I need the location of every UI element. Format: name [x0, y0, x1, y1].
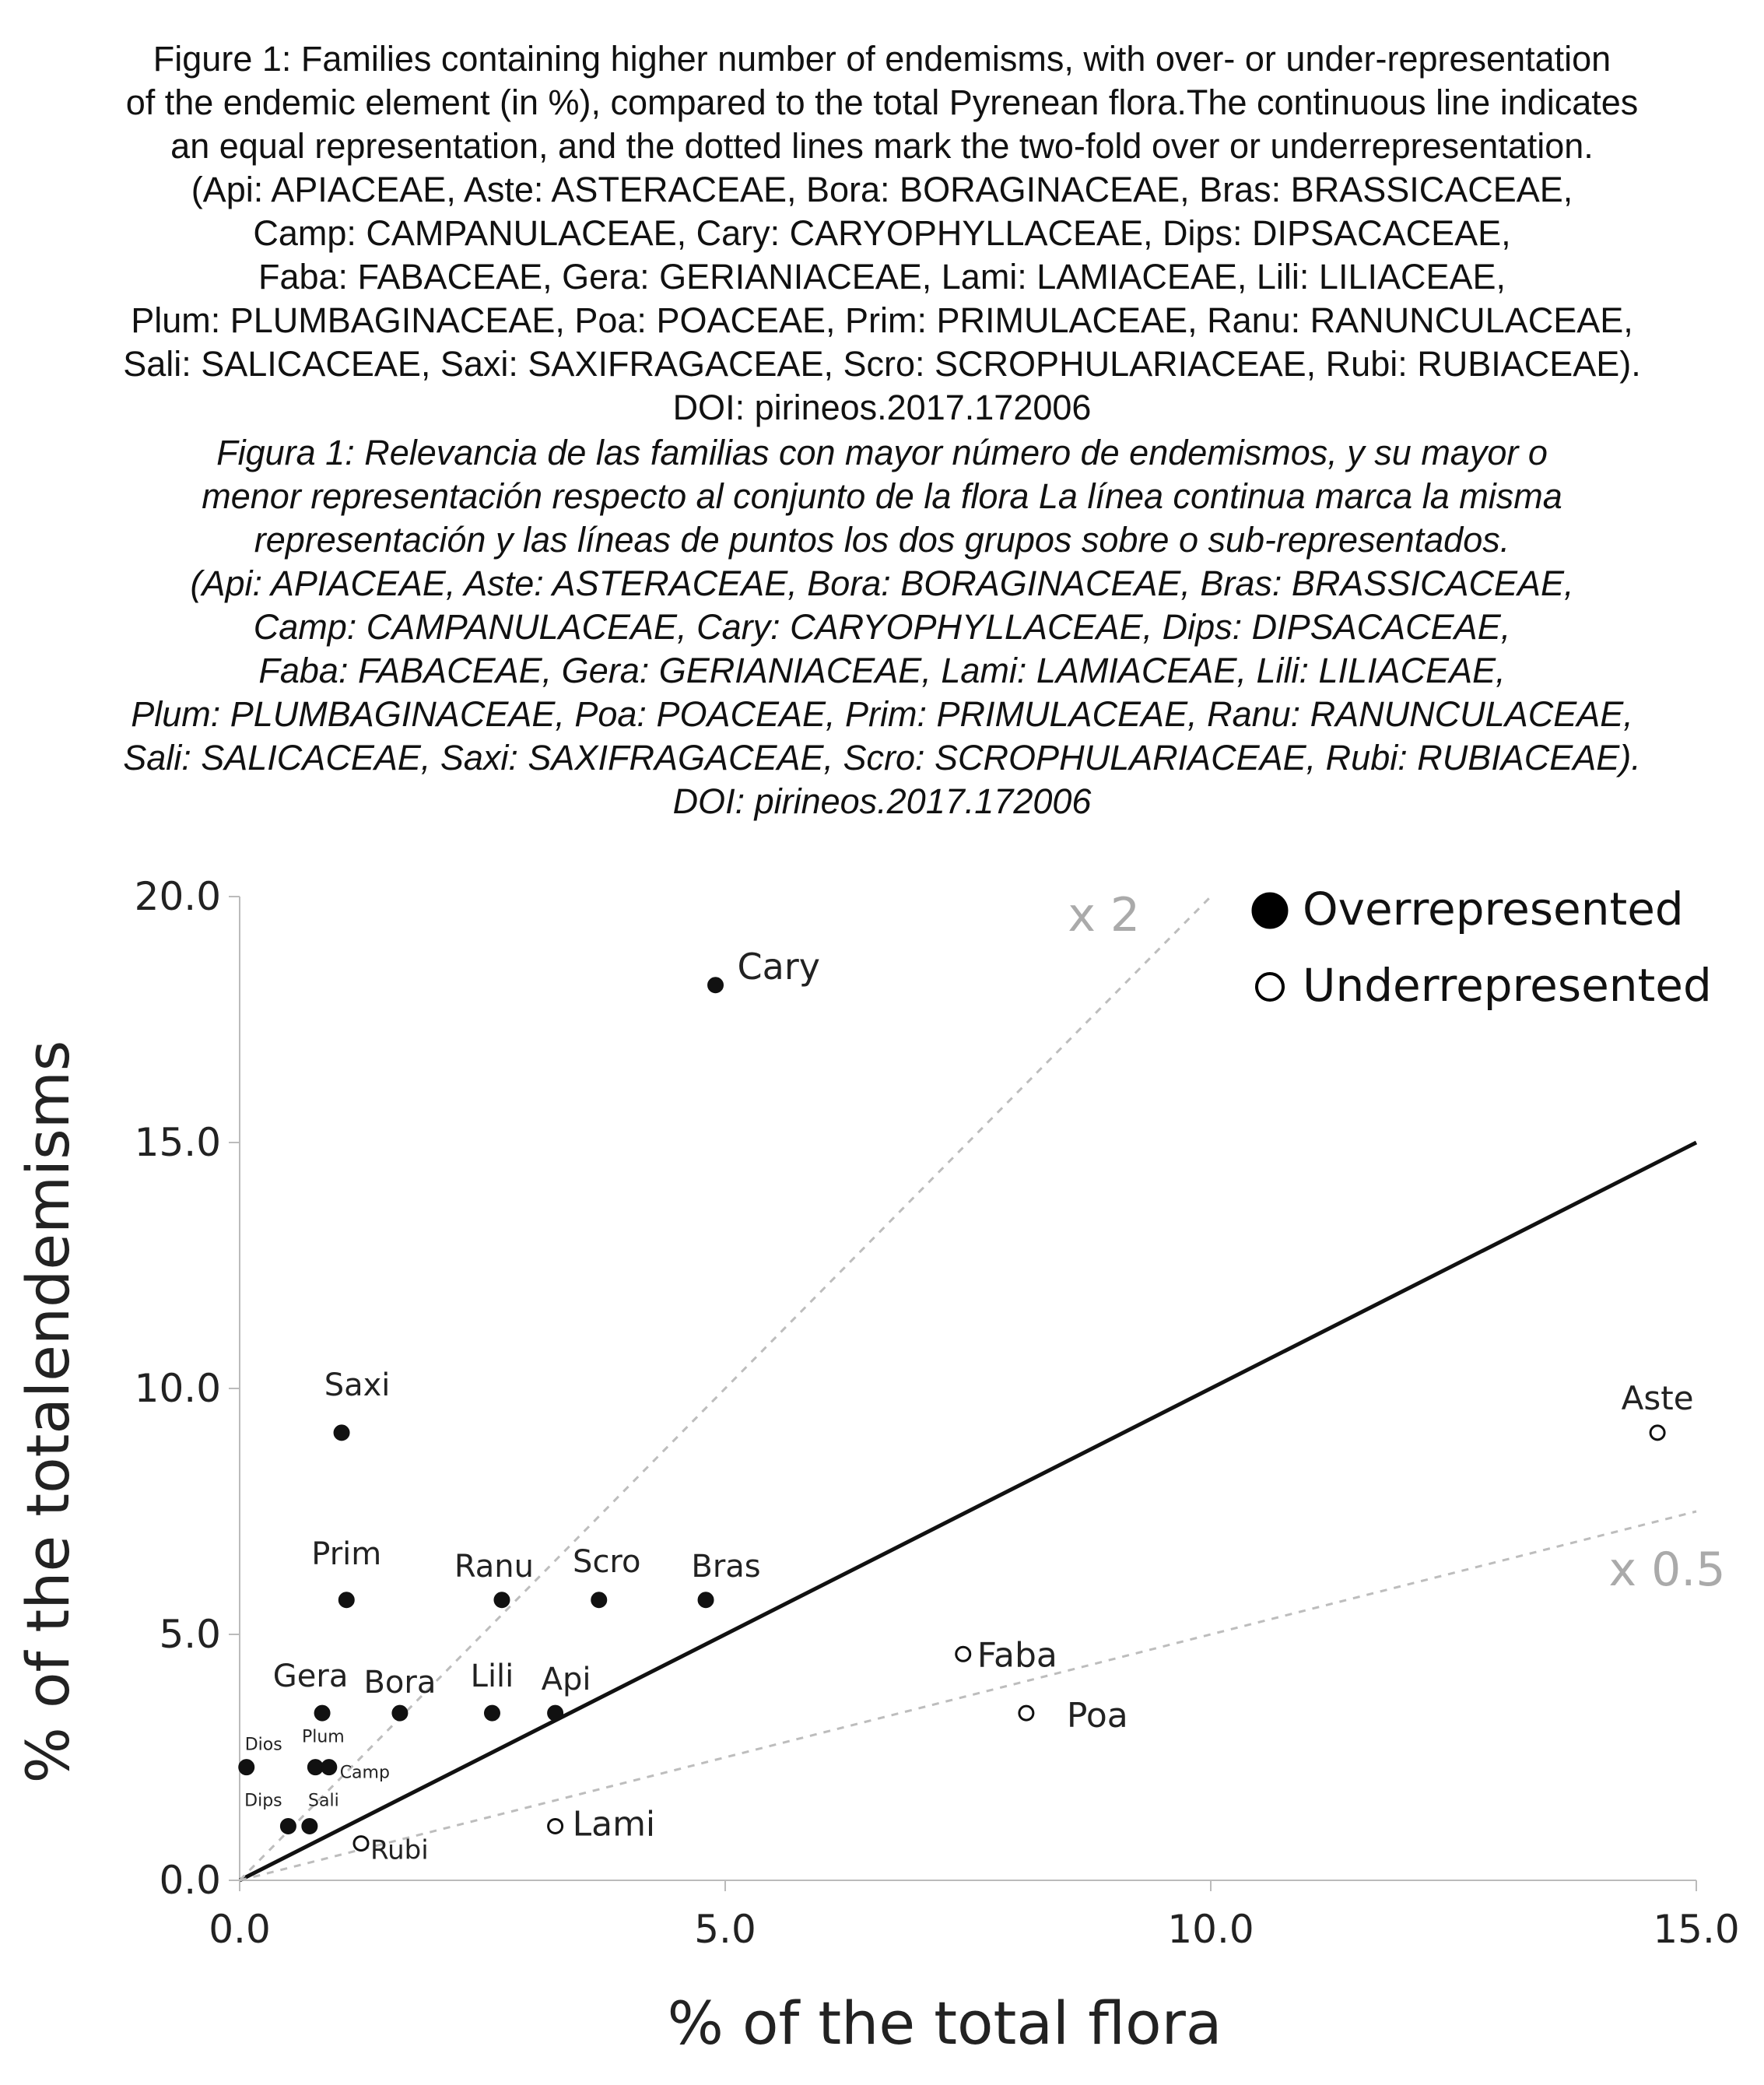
point-scro	[591, 1592, 607, 1608]
caption-en-line-7: Plum: PLUMBAGINACEAE, Poa: POACEAE, Prim: PRIMULACEAE, Ranu: RANUNCULACEAE,	[131, 300, 1633, 340]
point-label-poa: Poa	[1066, 1696, 1128, 1736]
caption-es-line-4: (Api: APIACEAE, Aste: ASTERACEAE, Bora: BORAGINACEAE, Bras: BRASSICACEAE,	[190, 563, 1574, 603]
caption-es-line-7: Plum: PLUMBAGINACEAE, Poa: POACEAE, Prim: PRIMULACEAE, Ranu: RANUNCULACEAE,	[131, 694, 1633, 734]
y-tick-label: 15.0	[134, 1120, 221, 1165]
x-axis-label: % of the total flora	[667, 1988, 1222, 2058]
point-label-rubi: Rubi	[370, 1834, 429, 1866]
caption-en-line-1: Figure 1: Families containing higher number of endemisms, with over- or under-representation	[153, 39, 1611, 79]
point-aste	[1650, 1426, 1664, 1440]
caption-en-line-5: Camp: CAMPANULACEAE, Cary: CARYOPHYLLACEAE, Dips: DIPSACACEAE,	[253, 213, 1511, 253]
point-label-gera: Gera	[272, 1659, 349, 1695]
point-bora	[392, 1705, 408, 1721]
point-ranu	[494, 1592, 510, 1608]
x-tick-label: 5.0	[694, 1907, 756, 1952]
caption-english	[16, 37, 1748, 430]
point-label-sali: Sali	[308, 1791, 339, 1811]
point-prim	[338, 1592, 354, 1608]
caption-en-line-9: DOI: pirineos.2017.172006	[672, 388, 1092, 427]
legend-label: Overrepresented	[1303, 883, 1684, 935]
point-label-lami: Lami	[572, 1804, 656, 1845]
caption-es-line-1: Figura 1: Relevancia de las familias con mayor número de endemismos, y su mayor o	[216, 433, 1548, 472]
y-tick-label: 0.0	[159, 1858, 221, 1903]
point-lami	[549, 1819, 563, 1833]
point-label-dios: Dios	[244, 1735, 282, 1755]
point-saxi	[334, 1425, 349, 1441]
point-label-aste: Aste	[1621, 1378, 1694, 1417]
point-label-api: Api	[541, 1662, 591, 1698]
caption-es-line-9: DOI: pirineos.2017.172006	[672, 781, 1092, 821]
x-tick-label: 0.0	[209, 1907, 271, 1952]
point-label-camp: Camp	[339, 1763, 390, 1783]
point-label-bora: Bora	[363, 1665, 437, 1701]
point-gera	[314, 1705, 330, 1721]
caption-es-line-3: representación y las líneas de puntos los dos grupos sobre o sub-representados.	[254, 520, 1510, 560]
point-camp	[321, 1760, 337, 1775]
point-dips	[280, 1818, 296, 1834]
point-label-scro: Scro	[573, 1543, 641, 1580]
point-label-dips: Dips	[244, 1791, 282, 1811]
caption-es-line-2: menor representación respecto al conjunto de la flora La línea continua marca la misma	[202, 476, 1562, 516]
y-tick-label: 5.0	[159, 1612, 221, 1657]
caption-en-line-2: of the endemic element (in %), compared to the total Pyrenean flora.The continuous line indicates	[125, 82, 1639, 122]
point-dios	[239, 1760, 254, 1775]
point-label-cary: Cary	[737, 945, 820, 988]
point-label-bras: Bras	[691, 1548, 761, 1585]
point-lili	[484, 1705, 500, 1721]
point-sali	[302, 1818, 317, 1834]
legend-open-marker	[1257, 974, 1283, 1000]
point-poa	[1019, 1706, 1033, 1720]
caption-es-line-8: Sali: SALICACEAE, Saxi: SAXIFRAGACEAE, Scro: SCROPHULARIACEAE, Rubi: RUBIACEAE).	[123, 738, 1641, 777]
reference-line-label: x 0.5	[1608, 1542, 1726, 1597]
caption-en-line-6: Faba: FABACEAE, Gera: GERIANIACEAE, Lami: LAMIACEAE, Lili: LILIACEAE,	[258, 257, 1506, 297]
point-faba	[956, 1647, 970, 1661]
caption-es-line-6: Faba: FABACEAE, Gera: GERIANIACEAE, Lami: LAMIACEAE, Lili: LILIACEAE,	[258, 651, 1506, 690]
scatter-chart	[0, 825, 1764, 2085]
point-rubi	[354, 1837, 368, 1851]
caption-es-line-5: Camp: CAMPANULACEAE, Cary: CARYOPHYLLACEAE, Dips: DIPSACACEAE,	[253, 607, 1511, 647]
point-cary	[708, 978, 724, 993]
x-tick-label: 15.0	[1653, 1907, 1740, 1952]
point-label-prim: Prim	[311, 1536, 382, 1572]
y-tick-label: 20.0	[134, 874, 221, 919]
point-label-faba: Faba	[977, 1635, 1057, 1676]
y-tick-label: 10.0	[134, 1366, 221, 1411]
point-label-saxi: Saxi	[324, 1367, 391, 1403]
legend-filled-marker	[1252, 893, 1288, 928]
point-label-ranu: Ranu	[454, 1548, 535, 1585]
point-api	[548, 1705, 563, 1721]
legend-label: Underrepresented	[1303, 959, 1712, 1012]
y-axis-label: % of the totalendemisms	[13, 1040, 82, 1784]
x-tick-label: 10.0	[1167, 1907, 1254, 1952]
point-label-lili: Lili	[470, 1659, 514, 1695]
caption-en-line-8: Sali: SALICACEAE, Saxi: SAXIFRAGACEAE, Scro: SCROPHULARIACEAE, Rubi: RUBIACEAE).	[123, 344, 1641, 384]
reference-line-label: x 2	[1068, 888, 1141, 943]
point-bras	[698, 1592, 714, 1608]
caption-spanish	[16, 431, 1748, 823]
caption-en-line-4: (Api: APIACEAE, Aste: ASTERACEAE, Bora: BORAGINACEAE, Bras: BRASSICACEAE,	[191, 170, 1573, 209]
point-label-plum: Plum	[301, 1727, 345, 1747]
caption-en-line-3: an equal representation, and the dotted lines mark the two-fold over or underrepresentation.	[170, 126, 1594, 166]
reference-line-equal	[240, 1143, 1696, 1880]
